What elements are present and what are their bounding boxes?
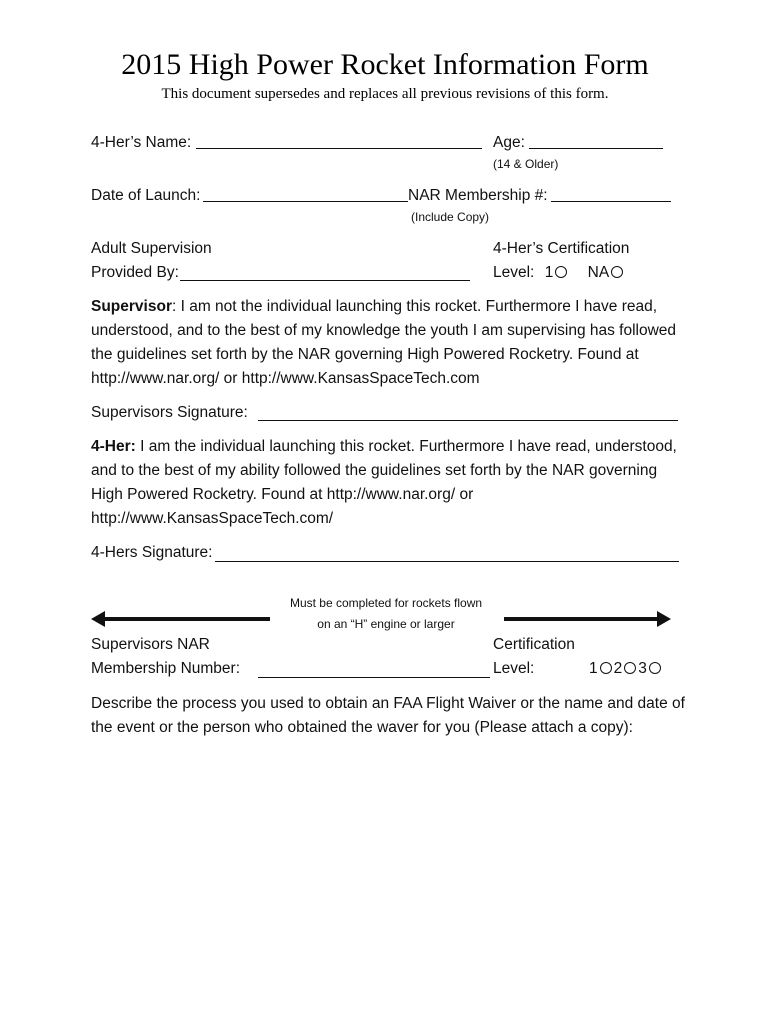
h-engine-notice-line2: on an “H” engine or larger [317, 617, 455, 631]
arrow-left-shaft [104, 617, 270, 621]
supervisor-level-options [589, 660, 663, 678]
supervisor-nar-label: Supervisors NAR [91, 636, 210, 653]
certification-level-group [493, 264, 625, 282]
adult-supervision-label: Adult Supervision [91, 240, 212, 257]
h-engine-notice-line1: Must be completed for rockets flown [289, 596, 483, 610]
supervisor-heading: Supervisor [91, 298, 172, 315]
membership-number-field[interactable] [258, 677, 490, 678]
name-field[interactable] [196, 148, 482, 149]
launch-date-label: Date of Launch: [91, 187, 201, 204]
sup-level-3-radio[interactable] [649, 662, 661, 674]
age-field[interactable] [529, 148, 663, 149]
arrow-left-icon [91, 611, 105, 627]
sup-level-2-label: 2 [613, 660, 623, 677]
supervisor-certification-label: Certification [493, 636, 575, 653]
form-title: 2015 High Power Rocket Information Form [121, 48, 649, 81]
provided-by-label: Provided By: [91, 264, 179, 281]
sup-level-1-label: 1 [589, 660, 598, 677]
arrow-right-shaft [504, 617, 659, 621]
faa-waiver-text: Describe the process you used to obtain an FAA Flight Waiver or the name and date of the event or the person who obtained the waver for you (Please attach a copy): [91, 695, 685, 736]
level-1-radio[interactable] [555, 266, 567, 278]
sup-level-1-radio[interactable] [600, 662, 612, 674]
nar-membership-label: NAR Membership #: [408, 187, 548, 204]
supervisor-level-label: Level: [493, 660, 535, 677]
age-label: Age: [493, 134, 525, 151]
supervisor-statement-text: : I am not the individual launching this rocket. Furthermore I have read, understood, and to the best of my knowledge the youth I am supervising has followed the guidelines set forth by the NAR governing High Powered Rocketry. Found at http://www.nar.org/ or http://www.KansasSpaceTech.com [91, 298, 677, 387]
membership-number-label: Membership Number: [91, 660, 241, 677]
age-note: (14 & Older) [493, 157, 559, 171]
nar-membership-field[interactable] [551, 201, 671, 202]
certification-level-label: Level: [493, 264, 535, 281]
supervisor-statement [91, 295, 701, 391]
level-1-label: 1 [544, 264, 554, 281]
form-subtitle: This document supersedes and replaces all previous revisions of this form. [161, 86, 609, 102]
h-engine-notice [266, 593, 506, 635]
name-label: 4-Her’s Name: [91, 134, 192, 151]
level-na-radio[interactable] [611, 266, 623, 278]
sup-level-2-radio[interactable] [624, 662, 636, 674]
certification-label: 4-Her’s Certification [493, 240, 630, 257]
supervisor-signature-field[interactable] [258, 420, 678, 421]
fourh-statement-text: I am the individual launching this rocket. Furthermore I have read, understood, and to the best of my ability followed the guidelines set forth by the NAR governing High Powered Rocketry. Found at http://www.nar.org/ or http://www.KansasSpaceTech.com/ [91, 438, 677, 527]
fourh-signature-field[interactable] [215, 561, 679, 562]
fourh-statement [91, 435, 691, 531]
fourh-signature-label: 4-Hers Signature: [91, 544, 213, 561]
arrow-right-icon [657, 611, 671, 627]
level-na-label: NA [587, 264, 610, 281]
launch-date-field[interactable] [203, 201, 408, 202]
supervisor-signature-label: Supervisors Signature: [91, 404, 248, 421]
nar-membership-note: (Include Copy) [411, 210, 490, 224]
provided-by-field[interactable] [180, 280, 470, 281]
sup-level-3-label: 3 [638, 660, 647, 677]
fourh-heading: 4-Her: [91, 438, 136, 455]
